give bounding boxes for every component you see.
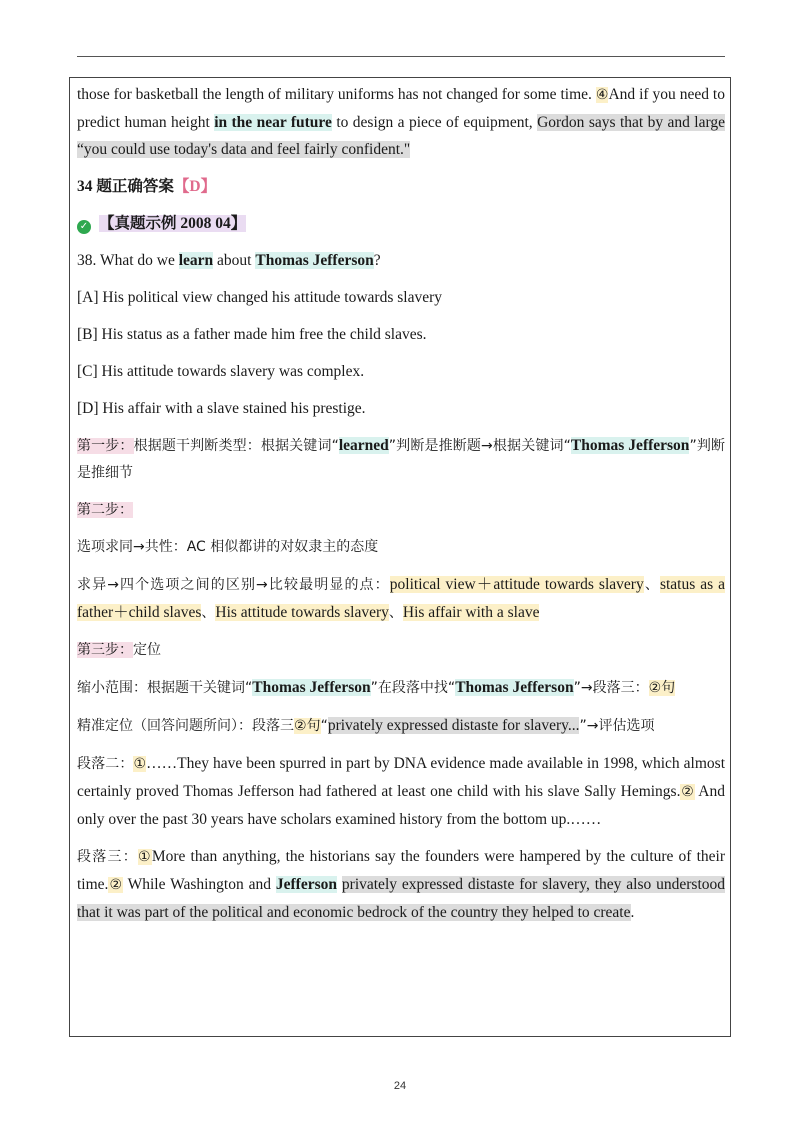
passage-text: ……They have been spurred in part by DNA evidence made available in 1998, which almost certainly proved Thomas Jefferson had fathered at least one child with his slave Sally Hemings. [77, 755, 726, 800]
passage-text: to design a piece of equipment, [331, 114, 538, 131]
sentence-ref-highlight: ②句 [294, 718, 321, 734]
step-label: 第三步： [77, 642, 133, 658]
question-text: ? [373, 252, 381, 269]
step-label: 第二步： [77, 502, 133, 518]
answer-value: 【D】 [173, 178, 217, 195]
option-point-highlight: political view＋attitude towards slavery [389, 576, 644, 593]
quote-highlight: privately expressed distaste for slavery, they also understood that it was part of the political and economic bedrock of the country they helped to create [77, 876, 726, 921]
step3-precise [77, 712, 725, 740]
separator: 、 [201, 605, 216, 621]
option-c: [C] His attitude towards slavery was complex. [77, 363, 365, 380]
step-text: 精准定位（回答问题所问）：段落三 [77, 718, 294, 734]
option-d: [D] His affair with a slave stained his prestige. [77, 400, 366, 417]
question-text: 38. What do we [77, 252, 179, 269]
keyword-highlight: learn [178, 252, 214, 269]
separator: 、 [643, 577, 660, 593]
keyword-highlight: Thomas Jefferson [255, 252, 374, 269]
passage-continuation [77, 81, 725, 163]
step-text: “ [320, 718, 328, 734]
option-a: [A] His political view changed his attitude towards slavery [77, 289, 443, 306]
passage-text: . [630, 904, 635, 921]
page-number: 24 [393, 1080, 407, 1092]
example-heading [77, 210, 725, 237]
sentence-number: ② [108, 877, 123, 893]
keyword-highlight: in the near future [214, 114, 332, 131]
passage-text: And if you need to predict human height [77, 86, 725, 131]
sentence-number: ① [138, 849, 152, 865]
sentence-number: ② [680, 784, 695, 800]
step-text: ”→段落三： [573, 680, 649, 696]
passage-text: More than anything, the historians say the founders were hampered by the culture of their time. [77, 848, 725, 893]
step3-narrow [77, 674, 725, 702]
paragraph-label: 段落二： [77, 756, 134, 772]
separator: 、 [388, 605, 403, 621]
step-label: 第一步： [77, 438, 134, 454]
keyword-highlight: learned [338, 437, 389, 454]
header-rule [77, 56, 725, 57]
step-title: 定位 [133, 642, 161, 658]
quote-highlight: privately expressed distaste for slavery... [327, 717, 580, 734]
step2-common: 选项求同→共性：AC 相似都讲的对奴隶主的态度 [77, 539, 379, 555]
step2 [77, 497, 725, 524]
example-label: 【真题示例 2008 04】 [99, 215, 247, 232]
question-text: about [213, 252, 256, 269]
quote-highlight: Gordon says that by and large “you could use today's data and feel fairly confident." [77, 114, 725, 158]
step-text: ”判断是推细节 [77, 438, 725, 481]
question-stem [77, 247, 725, 274]
keyword-highlight: Thomas Jefferson [252, 679, 371, 696]
option-b: [B] His status as a father made him free the child slaves. [77, 326, 427, 343]
step-text: ”→评估选项 [579, 718, 655, 734]
sentence-number: ④ [595, 87, 609, 103]
step-text: 根据题干判断类型：根据关键词“ [133, 438, 339, 454]
sentence-ref-highlight: ②句 [648, 680, 676, 696]
keyword-highlight: Thomas Jefferson [570, 437, 690, 454]
paragraph-label: 段落三： [77, 849, 138, 865]
answer-label: 34 题正确答案 [77, 178, 174, 195]
paragraph-three [77, 843, 725, 926]
passage-text: While Washington and [123, 876, 276, 893]
step-text: 缩小范围：根据题干关键词“ [77, 680, 253, 696]
passage-text: those for basketball the length of military uniforms has not changed for some time. [77, 86, 596, 103]
paragraph-two [77, 750, 725, 833]
check-circle-icon: ✓ [77, 220, 91, 234]
option-point-highlight: His affair with a slave [402, 604, 540, 621]
page-content [77, 77, 725, 926]
option-point-highlight: status as a father＋child slaves [77, 576, 726, 621]
keyword-highlight: Jefferson [275, 876, 338, 893]
sentence-number: ① [133, 756, 147, 772]
passage-text: And only over the past 30 years have scholars examined history from the bottom up.…… [77, 783, 725, 828]
option-point-highlight: His attitude towards slavery [215, 604, 389, 621]
step1 [77, 432, 725, 487]
step-text: ”在段落中找“ [370, 680, 456, 696]
step2-difference [77, 571, 725, 627]
answer-line [77, 173, 725, 200]
step3 [77, 637, 725, 664]
step-text: 求异→四个选项之间的区别→比较最明显的点： [77, 577, 390, 593]
keyword-highlight: Thomas Jefferson [455, 679, 574, 696]
step-text: ”判断是推断题→根据关键词“ [388, 438, 571, 454]
